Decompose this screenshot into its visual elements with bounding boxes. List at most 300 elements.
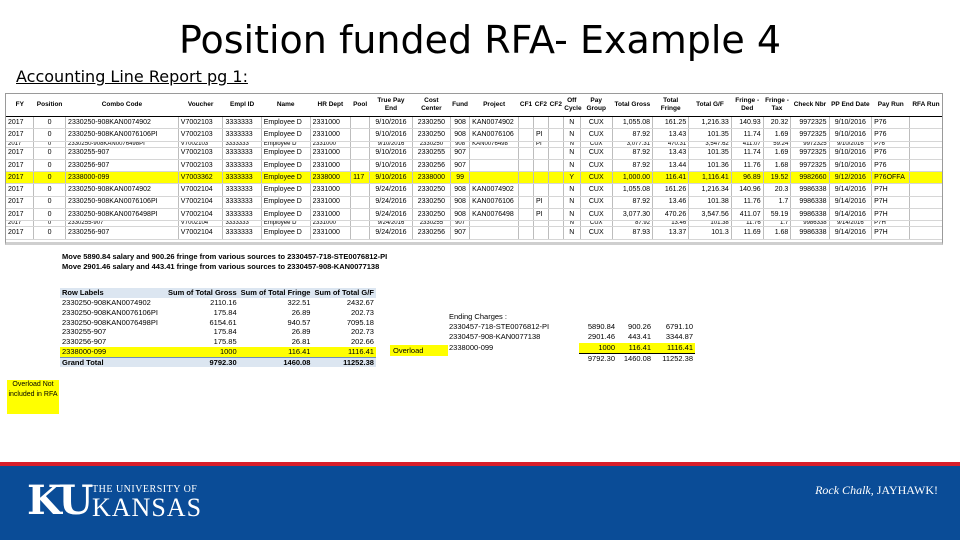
report-cell: 2330250-908KAN0076498PI [66, 209, 179, 221]
move-notes [62, 252, 387, 272]
report-cell: PI [533, 141, 548, 147]
report-column-header: Empl ID [223, 94, 261, 117]
report-cell [548, 147, 563, 159]
ending-account: 2330457-908-KAN0077138 [449, 332, 541, 342]
pivot-row [60, 298, 376, 308]
ending-value: 3344.87 [665, 332, 693, 342]
ending-value: 5890.84 [587, 322, 615, 332]
report-cell: 9986338 [791, 184, 829, 196]
report-column-header: PP End Date [829, 94, 872, 117]
report-cell: 9/14/2016 [829, 209, 872, 221]
ending-title-row [447, 312, 695, 322]
report-cell: N [563, 129, 580, 141]
report-cell: 59.24 [763, 141, 791, 147]
report-cell [519, 172, 534, 184]
report-cell: 87.92 [612, 159, 652, 171]
report-cell: 9/14/2016 [829, 221, 872, 227]
report-cell: 11.69 [731, 227, 763, 239]
report-cell: 2338000 [310, 172, 350, 184]
report-cell: 2017 [6, 196, 34, 208]
report-column-header: Check Nbr [791, 94, 829, 117]
report-cell [548, 196, 563, 208]
kansas-wordmark: KANSAS [92, 493, 203, 522]
ending-body [447, 322, 695, 353]
report-cell: 19.52 [763, 172, 791, 184]
report-column-header: Total Fringe [653, 94, 689, 117]
report-cell: 2017 [6, 147, 34, 159]
report-cell: 9/24/2016 [370, 221, 413, 227]
report-table [6, 94, 942, 240]
report-cell [548, 159, 563, 171]
pivot-row-label: 2330255-907 [62, 327, 107, 337]
report-column-header: Fringe - Tax [763, 94, 791, 117]
report-cell: P76 [872, 129, 910, 141]
blank-cell [579, 312, 617, 322]
report-cell [548, 117, 563, 129]
university-label: THE UNIVERSITY OF [92, 484, 198, 495]
report-cell: 9/24/2016 [370, 196, 413, 208]
ending-total-value: 9792.30 [579, 353, 617, 364]
report-cell: 2330256-907 [66, 159, 179, 171]
pivot-body [60, 298, 376, 357]
report-cell: 2330255-907 [66, 221, 179, 227]
ku-logo: KU [27, 477, 92, 524]
report-cell: 2330250-908KAN0076106PI [66, 196, 179, 208]
report-cell: 3333333 [223, 159, 261, 171]
report-cell: 9/10/2016 [829, 141, 872, 147]
report-cell: P7H [872, 184, 910, 196]
report-cell: 0 [34, 221, 66, 227]
report-cell: 2338000 [412, 172, 450, 184]
report-cell: 0 [34, 196, 66, 208]
report-cell [910, 117, 942, 129]
report-cell: P7H [872, 209, 910, 221]
pivot-value: 202.73 [350, 307, 374, 317]
pivot-value: 26.89 [291, 327, 311, 337]
report-cell: CUX [580, 227, 612, 239]
report-cell [351, 159, 370, 171]
report-cell: CUX [580, 129, 612, 141]
report-cell [351, 196, 370, 208]
report-cell: 1.7 [763, 196, 791, 208]
report-cell: 96.89 [731, 172, 763, 184]
pivot-value: 1000 [166, 347, 239, 357]
pivot-value: 175.84 [213, 307, 237, 317]
report-cell: 411.07 [731, 141, 763, 147]
report-cell: P76 [872, 141, 910, 147]
ending-value: 900.26 [628, 322, 651, 332]
report-cell: 13.37 [653, 227, 689, 239]
report-cell: N [563, 184, 580, 196]
pivot-value: 175.85 [213, 337, 237, 347]
report-row [6, 172, 942, 184]
report-cell: 2331000 [310, 129, 350, 141]
report-cell: 140.93 [731, 117, 763, 129]
report-column-header: Pool [351, 94, 370, 117]
report-cell [548, 209, 563, 221]
report-column-header: FY [6, 94, 34, 117]
report-cell: CUX [580, 172, 612, 184]
report-cell [351, 147, 370, 159]
pivot-value: 26.89 [291, 307, 311, 317]
report-body [6, 117, 942, 240]
report-cell: 87.92 [612, 129, 652, 141]
report-header-row [6, 94, 942, 117]
report-cell: 9986338 [791, 221, 829, 227]
report-cell [470, 227, 519, 239]
ending-value: 1000 [579, 343, 617, 354]
report-cell: 0 [34, 141, 66, 147]
report-cell: Employee D [261, 227, 310, 239]
report-cell: 3333333 [223, 129, 261, 141]
report-cell: 1,055.08 [612, 184, 652, 196]
report-column-header: CF1 [519, 94, 534, 117]
report-cell: CUX [580, 196, 612, 208]
report-cell: 13.46 [653, 196, 689, 208]
report-cell [910, 159, 942, 171]
report-cell: 2017 [6, 209, 34, 221]
pivot-row-label: 2330250-908KAN0074902 [62, 297, 151, 307]
report-cell: N [563, 159, 580, 171]
report-subtitle: Accounting Line Report pg 1: [16, 67, 248, 86]
report-cell: 9/14/2016 [829, 184, 872, 196]
pivot-total-value: 1460.08 [239, 357, 313, 367]
report-cell: 1.69 [763, 129, 791, 141]
report-cell: 13.44 [653, 159, 689, 171]
report-cell: Employee D [261, 172, 310, 184]
report-cell [519, 159, 534, 171]
report-cell: V7002104 [178, 227, 223, 239]
accounting-line-report [5, 93, 943, 245]
report-cell [910, 227, 942, 239]
report-cell: 1,216.34 [689, 184, 732, 196]
ending-total-value: 1460.08 [617, 353, 653, 364]
report-cell: 2330250 [412, 141, 450, 147]
report-cell: 2330250-908KAN0074902 [66, 117, 179, 129]
report-cell: 9972325 [791, 159, 829, 171]
report-cell: 87.92 [612, 147, 652, 159]
report-cell [533, 172, 548, 184]
ending-value: 2901.46 [587, 332, 615, 342]
ending-total-value: 11252.38 [653, 353, 695, 364]
report-cell: 2331000 [310, 147, 350, 159]
report-cell: 9/10/2016 [370, 129, 413, 141]
tagline-rest: JAYHAWK! [873, 483, 938, 497]
report-cell: 2331000 [310, 196, 350, 208]
report-cell: 9986338 [791, 196, 829, 208]
report-cell: 0 [34, 159, 66, 171]
report-cell: Y [563, 172, 580, 184]
report-cell [519, 117, 534, 129]
report-cell: Employee D [261, 147, 310, 159]
report-cell: 9/24/2016 [370, 184, 413, 196]
pivot-value: 1116.41 [312, 347, 375, 357]
report-column-header: Pay Run [872, 94, 910, 117]
report-cell: Employee D [261, 159, 310, 171]
pivot-total-value: 11252.38 [312, 357, 375, 367]
report-cell: 59.19 [763, 209, 791, 221]
report-cell: 9972325 [791, 147, 829, 159]
report-cell: 11.74 [731, 147, 763, 159]
report-cell: V7002103 [178, 141, 223, 147]
pivot-value: 202.73 [350, 327, 374, 337]
report-cell: 2331000 [310, 227, 350, 239]
report-cell: 3,077.31 [612, 141, 652, 147]
report-cell: V7002104 [178, 196, 223, 208]
note-line: Move 2901.46 salary and 443.41 fringe from various sources to 2330457-908-KAN0077138 [62, 262, 380, 271]
ending-value: 6791.10 [665, 322, 693, 332]
ending-value: 1116.41 [653, 343, 695, 354]
pivot-total-label: Grand Total [60, 357, 166, 367]
page-title: Position funded RFA- Example 4 [178, 18, 782, 62]
report-cell: 2330250 [412, 184, 450, 196]
report-cell [533, 227, 548, 239]
report-cell [910, 147, 942, 159]
report-cell: 0 [34, 117, 66, 129]
pivot-row [60, 308, 376, 318]
report-cell [533, 159, 548, 171]
tagline-italic: Rock Chalk, [815, 483, 874, 497]
pivot-row [60, 347, 376, 357]
report-row [6, 117, 942, 129]
report-cell: 2331000 [310, 117, 350, 129]
tagline [815, 483, 938, 498]
report-cell: 9/10/2016 [370, 117, 413, 129]
report-column-header: Off Cycle [563, 94, 580, 117]
report-cell: 3333333 [223, 184, 261, 196]
report-cell: CUX [580, 209, 612, 221]
report-cell [910, 196, 942, 208]
report-cell: V7002103 [178, 147, 223, 159]
report-cell: V7002103 [178, 117, 223, 129]
report-cell: 0 [34, 227, 66, 239]
report-column-header: Position [34, 94, 66, 117]
report-cell: 2331000 [310, 184, 350, 196]
ending-total-row [447, 353, 695, 364]
report-cell: P7H [872, 227, 910, 239]
ending-title: Ending Charges : [449, 312, 507, 322]
report-cell: CUX [580, 184, 612, 196]
report-cell: 2330255 [412, 147, 450, 159]
report-cell [470, 172, 519, 184]
report-cell: 101.38 [689, 196, 732, 208]
report-cell: 2017 [6, 159, 34, 171]
report-cell: 9982660 [791, 172, 829, 184]
pivot-value: 940.57 [287, 317, 311, 327]
report-cell: 1.68 [763, 227, 791, 239]
report-cell: 3333333 [223, 117, 261, 129]
report-cell [351, 117, 370, 129]
report-cell: N [563, 196, 580, 208]
report-cell: 3333333 [223, 196, 261, 208]
report-cell: 2331000 [310, 159, 350, 171]
report-cell: N [563, 117, 580, 129]
report-cell: 2330250-908KAN0074902 [66, 184, 179, 196]
report-cell: 1,000.00 [612, 172, 652, 184]
ending-value: 443.41 [628, 332, 651, 342]
report-row [6, 159, 942, 171]
report-cell: 161.26 [653, 184, 689, 196]
report-cell: 2330256-907 [66, 227, 179, 239]
report-column-header: Total G/F [689, 94, 732, 117]
report-cell: 9/10/2016 [829, 117, 872, 129]
report-cell [351, 209, 370, 221]
report-cell [533, 147, 548, 159]
report-cell: 9/14/2016 [829, 196, 872, 208]
report-cell: 1.7 [763, 221, 791, 227]
blank-cell [447, 353, 579, 364]
pivot-value: 2110.16 [210, 297, 237, 307]
report-cell [519, 147, 534, 159]
pivot-row-label: 2330256-907 [62, 337, 107, 347]
ending-value: 116.41 [617, 343, 653, 354]
report-cell: PI [533, 196, 548, 208]
report-cell: 9/10/2016 [829, 159, 872, 171]
pivot-header: Row Labels [60, 288, 166, 298]
pivot-value: 116.41 [239, 347, 313, 357]
report-cell: 908 [451, 117, 470, 129]
report-cell: KAN0076106 [470, 196, 519, 208]
report-cell [351, 129, 370, 141]
report-cell: Employee D [261, 117, 310, 129]
pivot-header: Sum of Total Gross [168, 288, 237, 298]
report-cell: 11.76 [731, 196, 763, 208]
report-cell: PI [533, 209, 548, 221]
report-cell: 3333333 [223, 147, 261, 159]
report-cell: 3333333 [223, 172, 261, 184]
pivot-row-label: 2330250-908KAN0076498PI [62, 317, 158, 327]
report-cell [533, 117, 548, 129]
report-cell: 908 [451, 196, 470, 208]
report-cell: 2330250 [412, 129, 450, 141]
report-cell: 1,116.41 [689, 172, 732, 184]
report-cell: N [563, 221, 580, 227]
report-cell: KAN0074902 [470, 117, 519, 129]
report-cell: 101.35 [689, 129, 732, 141]
ending-row [447, 332, 695, 342]
report-cell: 1,216.33 [689, 117, 732, 129]
report-cell: CUX [580, 141, 612, 147]
report-cell: 20.3 [763, 184, 791, 196]
report-cell: 11.76 [731, 159, 763, 171]
report-cell: V7002104 [178, 209, 223, 221]
pivot-value: 2432.67 [346, 297, 374, 307]
report-cell: 907 [451, 227, 470, 239]
overload-label: Overload [390, 345, 448, 356]
pivot-value: 202.66 [350, 337, 374, 347]
pivot-value: 7095.18 [346, 317, 374, 327]
report-cell: 2017 [6, 221, 34, 227]
report-cell: CUX [580, 221, 612, 227]
pivot-value: 6154.61 [209, 317, 237, 327]
report-cell: 2330256 [412, 159, 450, 171]
report-cell: 1.69 [763, 147, 791, 159]
report-cell: CUX [580, 159, 612, 171]
report-cell: 161.25 [653, 117, 689, 129]
report-cell: 101.35 [689, 147, 732, 159]
report-cell: 908 [451, 129, 470, 141]
report-cell: 9/24/2016 [370, 227, 413, 239]
ending-row [447, 343, 695, 354]
report-cell: 9986338 [791, 227, 829, 239]
pivot-row [60, 327, 376, 337]
report-cell: 117 [351, 172, 370, 184]
report-cell [351, 184, 370, 196]
report-row [6, 184, 942, 196]
report-cell: 0 [34, 184, 66, 196]
report-cell: 3333333 [223, 209, 261, 221]
report-cell: 907 [451, 147, 470, 159]
report-cell [470, 147, 519, 159]
report-cell: 101.38 [689, 221, 732, 227]
report-cell: Employee D [261, 129, 310, 141]
ending-account: 2330457-718-STE0076812-PI [449, 322, 550, 332]
report-cell: 87.93 [612, 227, 652, 239]
report-cell: 9972325 [791, 141, 829, 147]
report-cell: 3333333 [223, 221, 261, 227]
report-cell: KAN0076106 [470, 129, 519, 141]
report-cell: 1,055.08 [612, 117, 652, 129]
report-cell: 116.41 [653, 172, 689, 184]
report-cell: Employee D [261, 221, 310, 227]
report-row [6, 196, 942, 208]
report-cell: 101.3 [689, 227, 732, 239]
report-cell: KAN0076498 [470, 209, 519, 221]
report-cell: 2330250 [412, 117, 450, 129]
report-cell: 908 [451, 184, 470, 196]
report-cell [351, 227, 370, 239]
pivot-value: 175.84 [213, 327, 237, 337]
report-column-header: Total Gross [612, 94, 652, 117]
report-cell: 2330250-908KAN0076498PI [66, 141, 179, 147]
pivot-header: Sum of Total Fringe [240, 288, 311, 298]
report-cell: 411.07 [731, 209, 763, 221]
report-cell [519, 129, 534, 141]
report-cell: 2330250-908KAN0076106PI [66, 129, 179, 141]
report-cell: CUX [580, 117, 612, 129]
report-cell: 2017 [6, 129, 34, 141]
report-cell: KAN0074902 [470, 184, 519, 196]
report-cell: 2330250 [412, 209, 450, 221]
report-column-header: Name [261, 94, 310, 117]
footer-red-stripe [0, 462, 960, 466]
report-cell: 0 [34, 172, 66, 184]
report-cell: 2338000-099 [66, 172, 179, 184]
report-cell: 1.68 [763, 159, 791, 171]
report-cell: V7002103 [178, 159, 223, 171]
report-row [6, 129, 942, 141]
pivot-row-label: 2338000-099 [60, 347, 166, 357]
report-cell: 2330255-907 [66, 147, 179, 159]
report-cell: 2331000 [310, 141, 350, 147]
pivot-row-label: 2330250-908KAN0076106PI [62, 307, 158, 317]
report-cell: 3333333 [223, 227, 261, 239]
report-cell: P76 [872, 117, 910, 129]
report-cell: P76 [872, 147, 910, 159]
report-cell [470, 159, 519, 171]
ending-charges-table [447, 312, 695, 364]
report-cell: 3,547.62 [689, 141, 732, 147]
note-line: Move 5890.84 salary and 900.26 fringe from various sources to 2330457-718-STE0076812-PI [62, 252, 388, 261]
report-cell: 9/10/2016 [829, 147, 872, 159]
overload-not-included-note: Overload Not included in RFA [7, 380, 59, 414]
report-cell: 99 [451, 172, 470, 184]
ending-account: 2338000-099 [449, 342, 494, 352]
report-cell: 2017 [6, 227, 34, 239]
report-cell [548, 172, 563, 184]
blank-cell [617, 312, 653, 322]
report-cell: 9/10/2016 [370, 172, 413, 184]
